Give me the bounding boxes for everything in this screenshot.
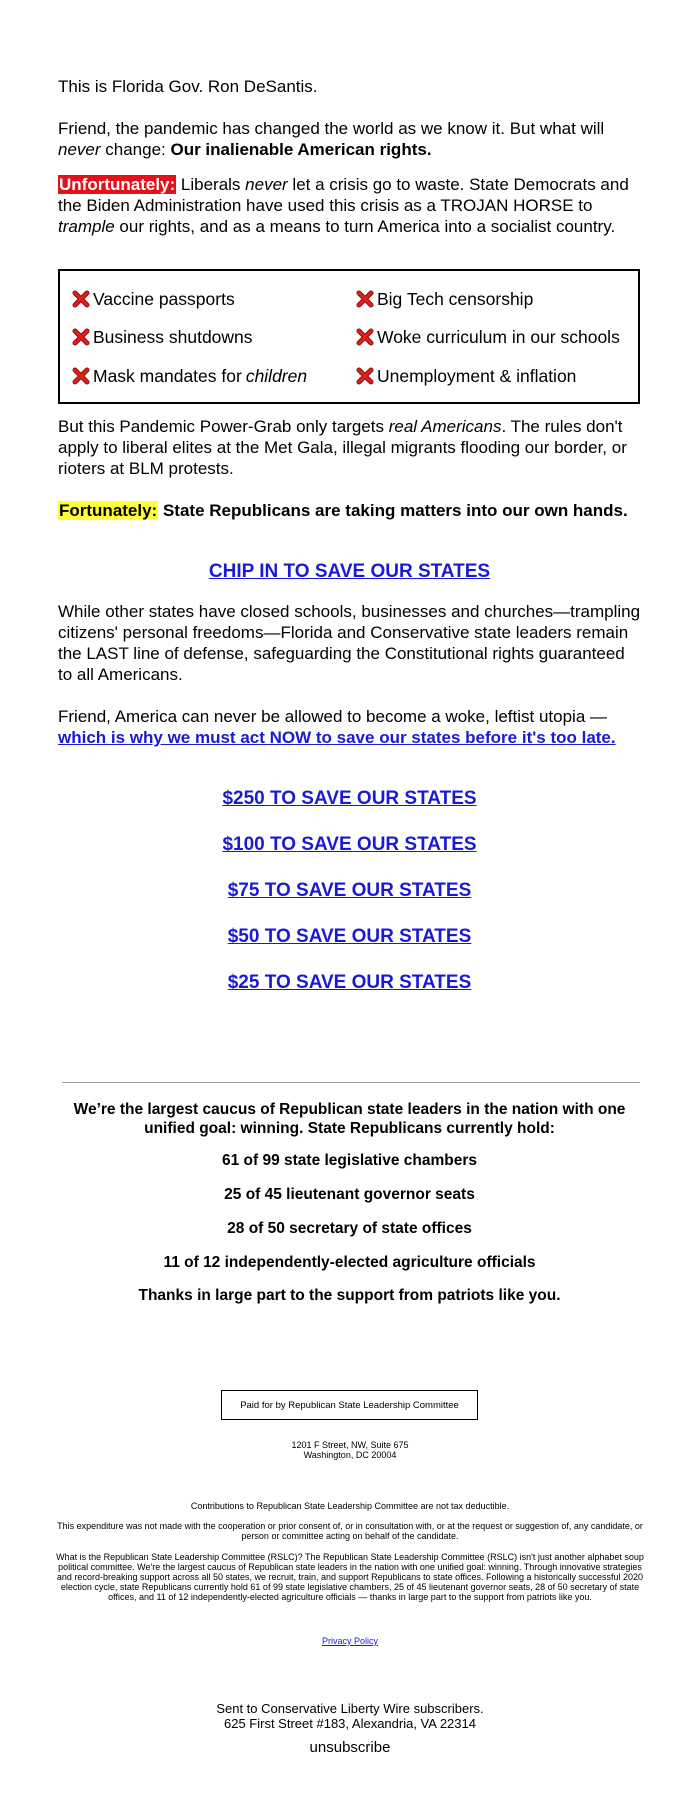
list-item [72, 365, 307, 387]
list-item-text: Big Tech censorship [377, 288, 534, 309]
paragraph-unfortunately [58, 174, 641, 237]
list-item-text: Business shutdowns [93, 326, 253, 347]
unfortunately-highlight: Unfortunately: [59, 175, 176, 194]
chip-in-button[interactable]: CHIP IN TO SAVE OUR STATES [208, 561, 491, 582]
list-item-text: Mask mandates for [93, 365, 242, 386]
paid-for-box [221, 1390, 478, 1420]
paragraph-last-line: While other states have closed schools, businesses and churches—trampling citizens' personal freedoms—Florida and Conservative state leaders remain the LAST line of defense, safeguarding the Constitutional rights guaranteed to all Americans. [58, 602, 641, 684]
paid-for-text: Paid for by Republican State Leadership Committee [240, 1399, 459, 1411]
p6-text: Friend, America can never be allowed to become a woke, leftist utopia — [58, 707, 608, 726]
p1-text-b: change: [100, 140, 171, 159]
stats-heading: We’re the largest caucus of Republican state leaders in the nation with one unified goal: winning. State Republicans currently hold: [73, 1101, 626, 1137]
red-x-icon [356, 328, 374, 346]
address-line2: Washington, DC 20004 [303, 1450, 397, 1460]
threats-list-box [58, 269, 640, 404]
p2-em2: trample [58, 217, 115, 236]
paragraph-power-grab [58, 416, 641, 479]
donate-50-button[interactable]: $50 TO SAVE OUR STATES [227, 926, 472, 947]
stat-item: 25 of 45 lieutenant governor seats [224, 1186, 475, 1203]
p1-em: never [58, 140, 101, 159]
tax-disclaimer: Contributions to Republican State Leadership Committee are not tax deductible. [190, 1501, 510, 1511]
p4-bold: State Republicans are taking matters into our own hands. [158, 501, 628, 520]
unsubscribe-link[interactable]: unsubscribe [309, 1739, 391, 1756]
expenditure-disclaimer: This expenditure was not made with the cooperation or prior consent of, or in consultation with, or at the request or suggestion of, any candidate, or person or committee acting on behalf of the candidate. [57, 1521, 643, 1541]
privacy-policy-link[interactable]: Privacy Policy [321, 1636, 378, 1646]
list-item [356, 365, 576, 387]
donate-75-button[interactable]: $75 TO SAVE OUR STATES [227, 880, 472, 901]
fortunately-highlight: Fortunately: [59, 501, 158, 520]
red-x-icon [356, 367, 374, 385]
list-item-text: Woke curriculum in our schools [377, 326, 620, 347]
list-item-text: Unemployment & inflation [377, 365, 577, 386]
committee-address [50, 1440, 650, 1460]
list-item-text: Vaccine passports [93, 288, 235, 309]
section-divider [62, 1082, 640, 1083]
list-item [356, 326, 620, 348]
stats-thanks: Thanks in large part to the support from patriots like you. [138, 1287, 561, 1304]
red-x-icon [356, 290, 374, 308]
donate-25-button[interactable]: $25 TO SAVE OUR STATES [227, 972, 472, 993]
footer-sent-to-text: Sent to Conservative Liberty Wire subscribers. [216, 1701, 484, 1716]
donate-250-button[interactable]: $250 TO SAVE OUR STATES [222, 788, 477, 809]
p3-em: real Americans [388, 417, 502, 436]
p2-text-b: let a crisis go to waste. State Democrats and the Biden Administration have used this crisis as a TROJAN HORSE to [58, 175, 629, 215]
red-x-icon [72, 367, 90, 385]
footer-address: 625 First Street #183, Alexandria, VA 22314 [224, 1716, 476, 1731]
red-x-icon [72, 290, 90, 308]
list-item [356, 288, 533, 310]
list-item-em: children [245, 365, 308, 386]
act-now-link[interactable]: which is why we must act NOW to save our states before it's too late. [58, 728, 616, 747]
p1-bold: Our inalienable American rights. [170, 140, 432, 159]
list-item [72, 326, 253, 348]
list-item [72, 288, 235, 310]
p3-text-a: But this Pandemic Power-Grab only targets [58, 417, 389, 436]
stat-item: 11 of 12 independently-elected agriculture officials [163, 1254, 536, 1271]
p2-text-c: our rights, and as a means to turn America into a socialist country. [114, 217, 616, 236]
address-line1: 1201 F Street, NW, Suite 675 [291, 1440, 409, 1450]
stat-item: 28 of 50 secretary of state offices [227, 1220, 472, 1237]
p2-text-a: Liberals [176, 175, 246, 194]
red-x-icon [72, 328, 90, 346]
p3-text-b: . The rules don't apply to liberal elites at the Met Gala, illegal migrants flooding our border, or rioters at BLM protests. [58, 417, 627, 478]
stat-item: 61 of 99 state legislative chambers [221, 1152, 478, 1169]
p1-text-a: Friend, the pandemic has changed the world as we know it. But what will [58, 119, 605, 138]
donate-100-button[interactable]: $100 TO SAVE OUR STATES [222, 834, 477, 855]
intro-text: This is Florida Gov. Ron DeSantis. [58, 77, 318, 96]
rslc-about: What is the Republican State Leadership Committee (RSLC)? The Republican State Leadership Committee (RSLC) isn't just another alphabet soup political committee. We're the largest caucus of Republican state leaders in the nation with one unified goal: winning. Through innovative strategies and record-breaking support across all 50 states, we recruit, train, and support Republicans to state offices. Following a historically successful 2020 election cycle, state Republicans currently hold 61 of 99 state legislative chambers, 25 of 45 lieutenant governor seats, 28 of 50 secretary of state offices, and 11 of 12 independently-elected agriculture officials — thanks in large part to the support from patriots like you. [56, 1552, 644, 1602]
paragraph-woke-utopia [58, 706, 641, 748]
p2-em1: never [245, 175, 288, 194]
paragraph-inalienable-rights [58, 118, 641, 160]
paragraph-fortunately [58, 500, 641, 521]
footer-sent-to [50, 1701, 650, 1731]
